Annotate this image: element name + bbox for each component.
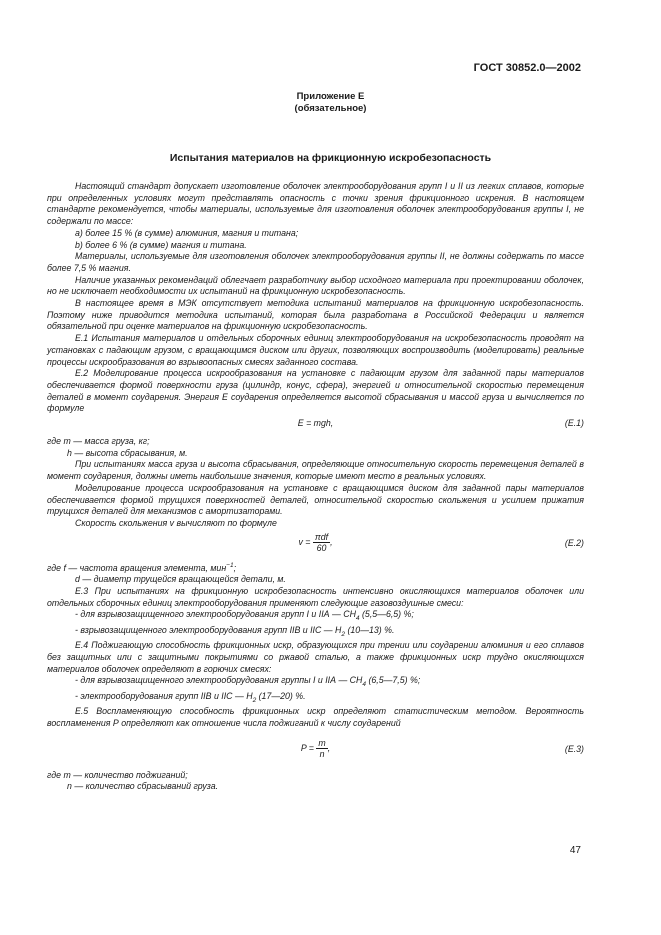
formula-expression: Е = mgh, bbox=[297, 418, 334, 429]
definition: где m — масса груза, кг; bbox=[47, 436, 150, 447]
formula-tail: , bbox=[327, 742, 331, 753]
fraction bbox=[316, 738, 327, 759]
definition: d — диаметр трущейся вращающейся детали, м. bbox=[75, 574, 286, 585]
superscript: −1 bbox=[226, 561, 234, 569]
formula-e3 bbox=[47, 738, 584, 762]
paragraph: Е.5 Воспламеняющую способность фрикционных искр определяют статистическим методом. Вероятность воспламенения Р определяют как отношение числа поджиганий к числу соударений bbox=[47, 706, 584, 729]
item-tail: (10—13) %. bbox=[345, 624, 395, 635]
paragraph: Моделирование процесса искрообразования на установке с вращающимся диском для заданной пары материалов обеспечивается формой трущихся поверхностей деталей, относительной скоростью скольжения и усилием прижатия трущихся деталей для механизмов с амортизаторами. bbox=[47, 482, 584, 517]
standard-code: ГОСТ 30852.0—2002 bbox=[473, 62, 581, 74]
definition: где m — количество поджиганий; bbox=[47, 769, 188, 780]
list-item bbox=[47, 609, 584, 624]
formula-number: (Е.2) bbox=[564, 537, 584, 548]
punctuation: ; bbox=[233, 562, 237, 573]
item-text: - для взрывозащищенного электрооборудования группы I и IIА — СН bbox=[75, 675, 363, 686]
definition: h — высота сбрасывания, м. bbox=[67, 447, 188, 458]
formula-lhs: v = bbox=[298, 536, 311, 547]
paragraph: При испытаниях масса груза и высота сбрасывания, определяющие относительную скорость перемещения деталей в момент соударения, должны иметь наибольшие значения, которые имеют место в реальных условиях. bbox=[47, 459, 584, 482]
formula-number: (Е.1) bbox=[564, 418, 584, 429]
formula-number: (Е.3) bbox=[564, 743, 584, 754]
paragraph: Материалы, используемые для изготовления оболочек электрооборудования группы II, не должны содержать по массе более 7,5 % магния. bbox=[47, 251, 584, 273]
list-item: b) более 6 % (в сумме) магния и титана. bbox=[75, 239, 247, 250]
formula-expression bbox=[47, 532, 584, 553]
list-item bbox=[47, 691, 584, 706]
paragraph: Настоящий стандарт допускает изготовление оболочек электрооборудования групп I и II из легких сплавов, которые при определенных условиях могут представлять опасность с точки зрения фрикционного искрения. В настоящем стандарте рекомендуется, чтобы материалы, используемые для изготовления оболочек электрооборудования группы I, не содержали по массе: bbox=[47, 181, 584, 227]
paragraph: Е.4 Поджигающую способность фрикционных искр, образующихся при трении или соударении алюминия и его сплавов без защитных или с защитными покрытиями со ржавой сталью, а также фрикционных искр трудно окисляющихся материалов оболочек определяют в горючих смесях: bbox=[47, 640, 584, 674]
subscript: 4 bbox=[362, 681, 367, 689]
denominator: n bbox=[319, 748, 325, 759]
definition-text: где f — частота вращения элемента, мин bbox=[47, 562, 227, 573]
fraction bbox=[313, 531, 333, 553]
subscript: 2 bbox=[341, 630, 346, 638]
paragraph: Е.2 Моделирование процесса искрообразования на установке с падающим грузом для заданной пары материалов обеспечивается формой поверхности груза (цилиндр, конус, сфера), энергией и относительной скоростью перемещения деталей в момент соударения. Энергия Е соударения определяется высотой сбрасывания и массой груза и вычисляется по формуле bbox=[47, 368, 584, 414]
formula-expression bbox=[47, 738, 584, 759]
list-item: а) более 15 % (в сумме) алюминия, магния и титана; bbox=[75, 227, 299, 238]
item-text: - электрооборудования групп IIВ и IIС — Н bbox=[75, 690, 253, 701]
item-tail: (6,5—7,5) %; bbox=[366, 675, 421, 686]
paragraph: В настоящее время в МЭК отсутствует методика испытаний материалов на фрикционную искробезопасность. Поэтому ниже приводится методика испытаний, которая была разработана в Российской Федерации и является обязательной при оценке материалов на фрикционную искробезопасность. bbox=[47, 298, 584, 332]
numerator: πdf bbox=[314, 531, 329, 542]
formula-e2 bbox=[47, 532, 584, 556]
document-body bbox=[47, 181, 584, 793]
definition: n — количество сбрасываний груза. bbox=[67, 781, 219, 792]
list-item bbox=[47, 625, 584, 640]
page-number: 47 bbox=[569, 845, 581, 856]
item-tail: (5,5—6,5) %; bbox=[359, 609, 414, 620]
paragraph: Наличие указанных рекомендаций облегчает разработчику выбор исходного материала при проектировании оболочек, но не исключает необходимости их испытаний на фрикционную искробезопасность. bbox=[47, 274, 584, 297]
section-heading: Испытания материалов на фрикционную искробезопасность bbox=[169, 152, 492, 164]
paragraph: Скорость скольжения v вычисляют по формуле bbox=[75, 517, 277, 528]
formula-tail: , bbox=[330, 536, 333, 547]
item-tail: (17—20) %. bbox=[256, 690, 306, 701]
numerator: m bbox=[318, 737, 326, 748]
formula-lhs: P = bbox=[300, 742, 314, 753]
paragraph: Е.1 Испытания материалов и отдельных сборочных единиц электрооборудования на искробезопасность проводят на установках с падающим грузом, с вращающимся диском или других, позволяющих воспроизводить (моделировать) реальные процессы искрообразования во взрывоопасных смесях заданного состава. bbox=[47, 333, 584, 367]
annex-status: (обязательное) bbox=[294, 103, 367, 114]
annex-block bbox=[0, 91, 661, 115]
annex-title: Приложение Е bbox=[296, 91, 365, 102]
definition bbox=[47, 560, 584, 575]
denominator: 60 bbox=[316, 542, 327, 553]
list-item bbox=[47, 675, 584, 690]
formula-e1 bbox=[47, 418, 584, 432]
subscript: 2 bbox=[252, 696, 257, 704]
paragraph: Е.3 При испытаниях на фрикционную искробезопасность интенсивно окисляющихся материалов оболочек или отдельных сборочных единиц электрооборудования применяют следующие газовоздушные смеси: bbox=[47, 586, 584, 608]
subscript: 4 bbox=[355, 615, 360, 623]
item-text: - для взрывозащищенного электрооборудования групп I и IIА — СН bbox=[75, 609, 356, 620]
item-text: - взрывозащищенного электрооборудования групп IIВ и IIС — Н bbox=[75, 624, 342, 635]
